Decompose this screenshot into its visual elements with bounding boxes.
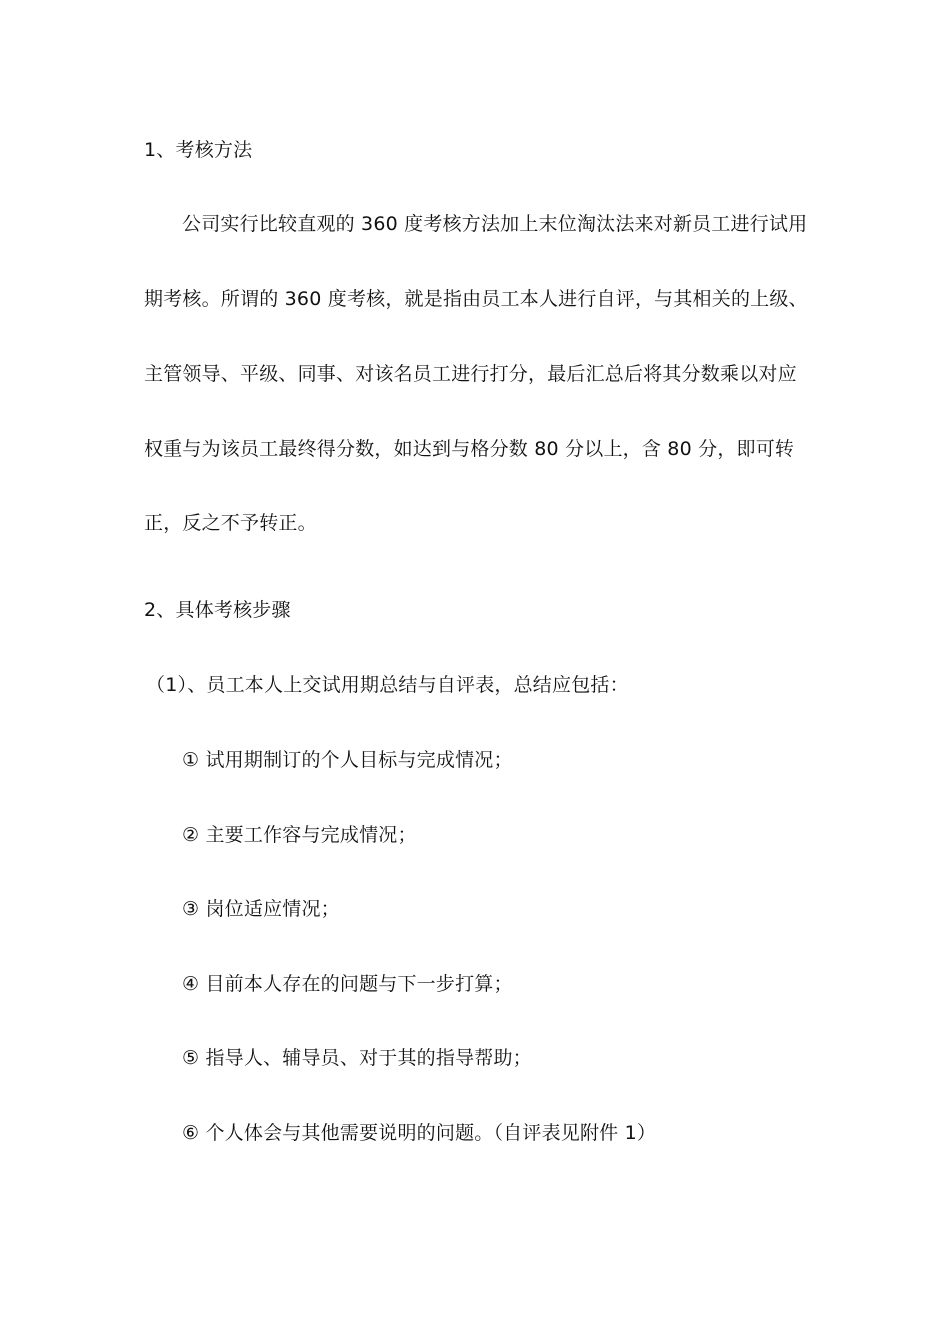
paragraph-line: 主管领导、平级、同事、对该名员工进行打分，最后汇总后将其分数乘以对应 — [144, 363, 797, 385]
list-item: ⑤ 指导人、辅导员、对于其的指导帮助； — [182, 1047, 532, 1069]
step-1-text: （1）、员工本人上交试用期总结与自评表，总结应包括： — [146, 674, 629, 696]
list-item: ⑥ 个人体会与其他需要说明的问题。（自评表见附件 1） — [182, 1122, 657, 1144]
paragraph-line: 权重与为该员工最终得分数，如达到与格分数 80 分以上，含 80 分，即可转 — [144, 438, 795, 460]
section-heading-assessment-method: 1、考核方法 — [144, 139, 253, 161]
section-heading-assessment-steps: 2、具体考核步骤 — [144, 599, 291, 621]
list-item: ② 主要工作容与完成情况； — [182, 824, 417, 846]
list-item: ④ 目前本人存在的问题与下一步打算； — [182, 973, 513, 995]
paragraph-line: 公司实行比较直观的 360 度考核方法加上末位淘汰法来对新员工进行试用 — [182, 213, 808, 235]
paragraph-line: 正，反之不予转正。 — [144, 512, 317, 534]
list-item: ① 试用期制订的个人目标与完成情况； — [182, 749, 513, 771]
paragraph-line: 期考核。所谓的 360 度考核，就是指由员工本人进行自评，与其相关的上级、 — [144, 288, 808, 310]
list-item: ③ 岗位适应情况； — [182, 898, 340, 920]
